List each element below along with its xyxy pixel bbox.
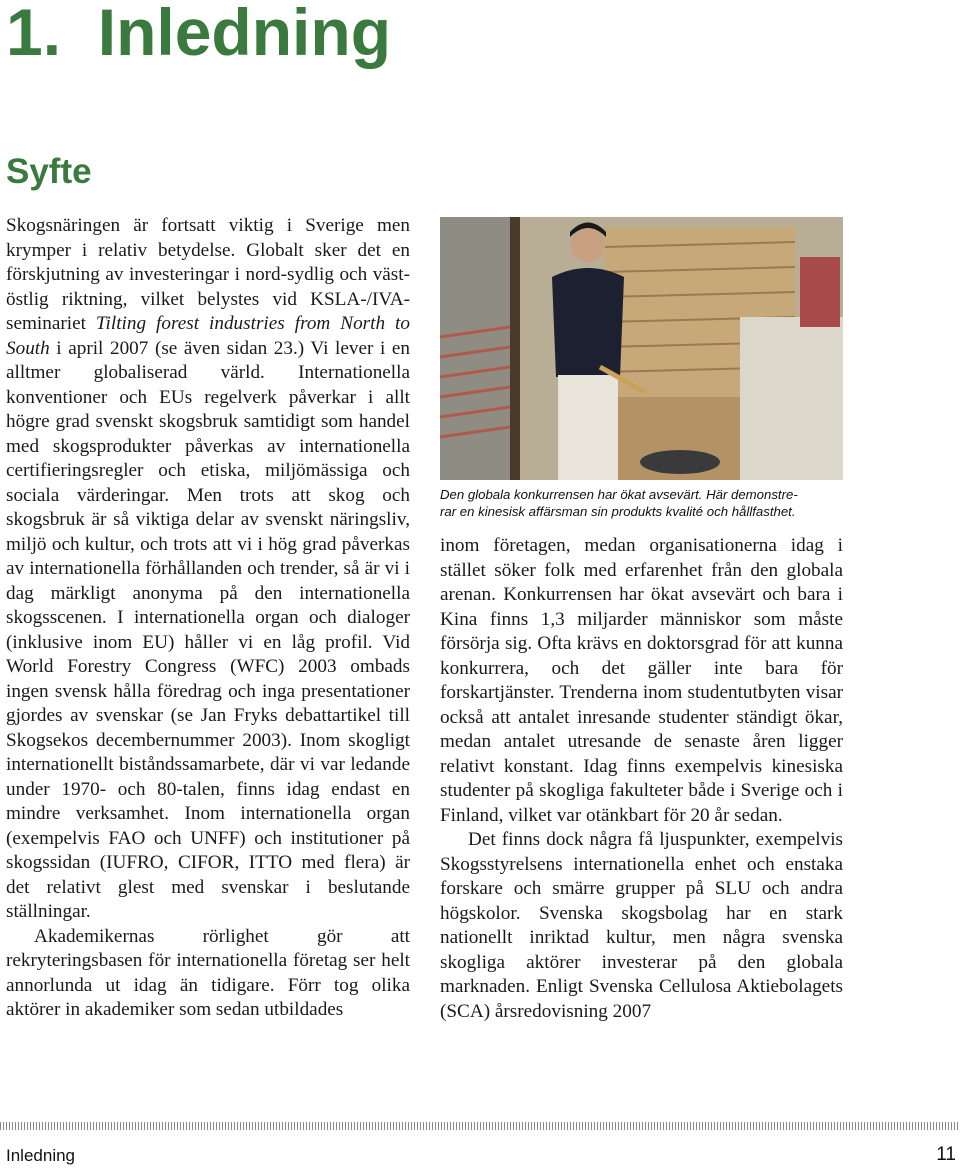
photo-caption [440,486,850,520]
photo-illustration [440,217,843,480]
body-text: Skogsnäringen är fortsatt viktig i Sverige men krymper i relativ betydelse. Globalt sker det en förskjutning av investeringar i nord-sydlig och väst-östlig riktning, vilket belystes vid KSLA-/IVA-seminariet [6,215,410,334]
footer-rule [0,1122,960,1130]
body-paragraph: Det finns dock några få ljuspunkter, exempelvis Skogsstyrelsens internationella enhet och enstaka forskare och smärre grupper på SLU och andra högskolor. Svenska skogsbolag har en stark nationellt inriktad kultur, men några svenska skogliga aktörer investerar på den globala marknaden. Enligt Svenska Cellulosa Aktiebolagets (SCA) årsredovisning 2007 [440,829,843,1022]
body-paragraph: Akademikernas rörlighet gör att rekryteringsbasen för internationella företag ser helt annorlunda ut idag än tidigare. Förr tog olika aktörer in akademiker som sedan utbildades [6,925,410,1020]
page-number: 11 [936,1144,956,1165]
chapter-number: 1. [6,0,62,69]
body-text: i april 2007 (se även sidan 23.) Vi lever i en alltmer globaliserad värld. Internationella konventioner och EUs regelverk påverkar i allt högre grad svenskt skogsbruk samtidigt som handel med skogsprodukter påverkas av internationella certifieringsregler och etiska, miljömässiga och sociala värderingar. Men trots att skog och skogsbruk är så viktiga delar av svenskt näringsliv, miljö och kultur, och trots att vi i hög grad påverkas av internationella förhållanden och trender, så är vi i dag märkligt anonyma på den internationella skogsscenen. I internationella organ och dialoger (inklusive inom EU) håller vi en låg profil. Vid World Forestry Congress (WFC) 2003 ombads ingen svensk hålla föredrag och inga presentationer gjordes av svenskar (se Jan Fryks debattartikel till Skogsekos decembernummer 2003). Inom skogligt internationellt biståndssamarbete, där vi var ledande under 1970- och 80-talen, finns idag endast en mindre verksamhet. Inom internationella organ (exempelvis FAO och UNFF) och institutioner på skogssidan (IUFRO, CIFOR, ITTO med flera) är det relativt glest med svenskar i beslutande ställningar. [6,337,410,922]
body-paragraph [6,214,410,925]
chapter-title-text: Inledning [97,0,392,69]
body-paragraph: inom företagen, medan organisationerna idag i stället söker folk med erfarenhet från den globala arenan. Konkurrensen har ökat avsevärt och bara i Kina finns 1,3 miljarder människor som måste försörja sig. Ofta krävs en doktorsgrad för att kunna konkurrera, och det gäller inte bara för forskartjänster. Trenderna inom studentutbyten visar också att antalet inresande studenter ständigt ökar, medan antalet utresande de senaste åren ligger relativt konstant. Idag finns exempelvis kinesiska studenter på skogliga fakulteter både i Sverige och i Finland, vilket var otänkbart för 20 år sedan. [440,535,843,826]
photo-businessman-wood-products [440,217,843,480]
section-title: Syfte [6,152,92,191]
footer-section-label: Inledning [6,1146,76,1165]
caption-line: Den globala konkurrensen har ökat avsevärt. Här demonstre- [440,487,798,502]
seminar-title-italic: Tilting forest industries from North to South [6,313,410,359]
right-text-column [440,534,843,1024]
caption-line: rar en kinesisk affärsman sin produkts kvalité och hållfasthet. [440,504,796,519]
chapter-title [6,0,391,72]
left-text-column [6,214,410,1023]
